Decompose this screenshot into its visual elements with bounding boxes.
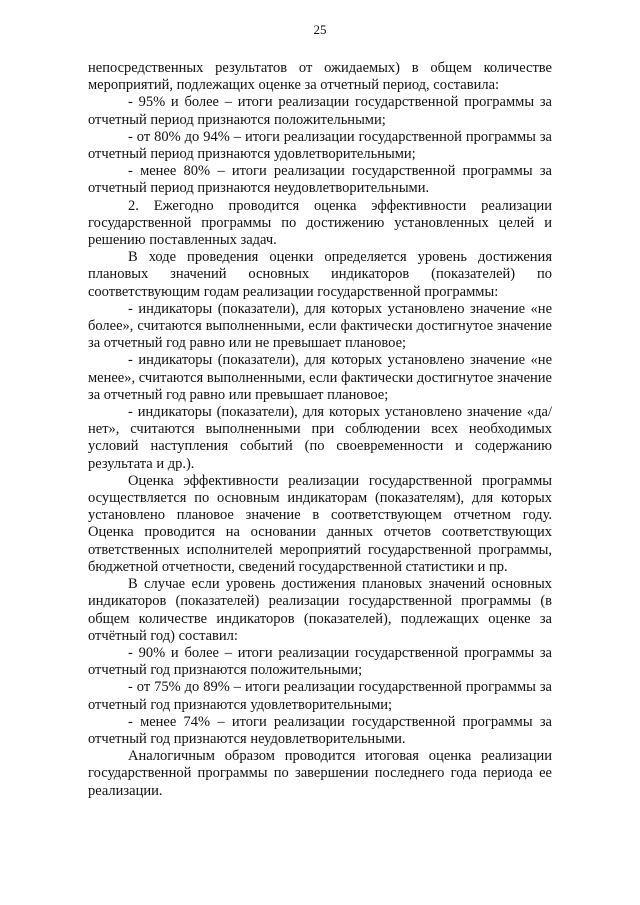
list-item: - менее 80% – итоги реализации государственной программы за отчетный период признаются неудовлетворительными. xyxy=(88,163,552,197)
list-item: - от 80% до 94% – итоги реализации государственной программы за отчетный период признаются удовлетворительными; xyxy=(88,128,552,163)
page-number: 25 xyxy=(313,22,327,37)
paragraph: 2. Ежегодно проводится оценка эффективности реализации государственной программы по достижению установленных целей и решению поставленных задач. xyxy=(88,197,552,249)
document-body xyxy=(88,60,552,800)
list-item: - менее 74% – итоги реализации государственной программы за отчетный год признаются неудовлетворительными. xyxy=(88,713,552,747)
list-item: - индикаторы (показатели), для которых установлено значение «не более», считаются выполненными, если фактически достигнутое значение за отчетный год равно или не превышает плановое; xyxy=(88,300,552,352)
list-item: - 95% и более – итоги реализации государственной программы за отчетный период признаются положительными; xyxy=(88,94,552,128)
list-item: - от 75% до 89% – итоги реализации государственной программы за отчетный год признаются удовлетворительными; xyxy=(88,679,552,713)
list-item: - 90% и более – итоги реализации государственной программы за отчетный год признаются положительными; xyxy=(88,644,552,679)
list-item: - индикаторы (показатели), для которых установлено значение «не менее», считаются выполненными, если фактически достигнутое значение за отчетный год равно или превышает плановое; xyxy=(88,352,552,403)
list-item: - индикаторы (показатели), для которых установлено значение «да/нет», считаются выполненными при соблюдении всех необходимых условий наступления событий (по своевременности и содержанию результата и др.). xyxy=(88,404,552,472)
paragraph: В случае если уровень достижения плановых значений основных индикаторов (показателей) реализации государственной программы (в общем количестве индикаторов (показателей), подлежащих оценке за отчётный год) составил: xyxy=(88,576,552,644)
paragraph: непосредственных результатов от ожидаемых) в общем количестве мероприятий, подлежащих оценке за отчетный период, составила: xyxy=(88,60,552,94)
paragraph: В ходе проведения оценки определяется уровень достижения плановых значений основных индикаторов (показателей) по соответствующим годам реализации государственной программы: xyxy=(88,249,552,300)
paragraph: Аналогичным образом проводится итоговая оценка реализации государственной программы по завершении последнего года периода ее реализации. xyxy=(88,748,552,799)
paragraph: Оценка эффективности реализации государственной программы осуществляется по основным индикаторам (показателям), для которых установлено плановое значение в соответствующем отчетном году. Оценка проводится на основании данных отчетов соответствующих ответственных исполнителей мероприятий государственной программы, бюджетной отчетности, сведений государственной статистики и пр. xyxy=(88,472,552,575)
